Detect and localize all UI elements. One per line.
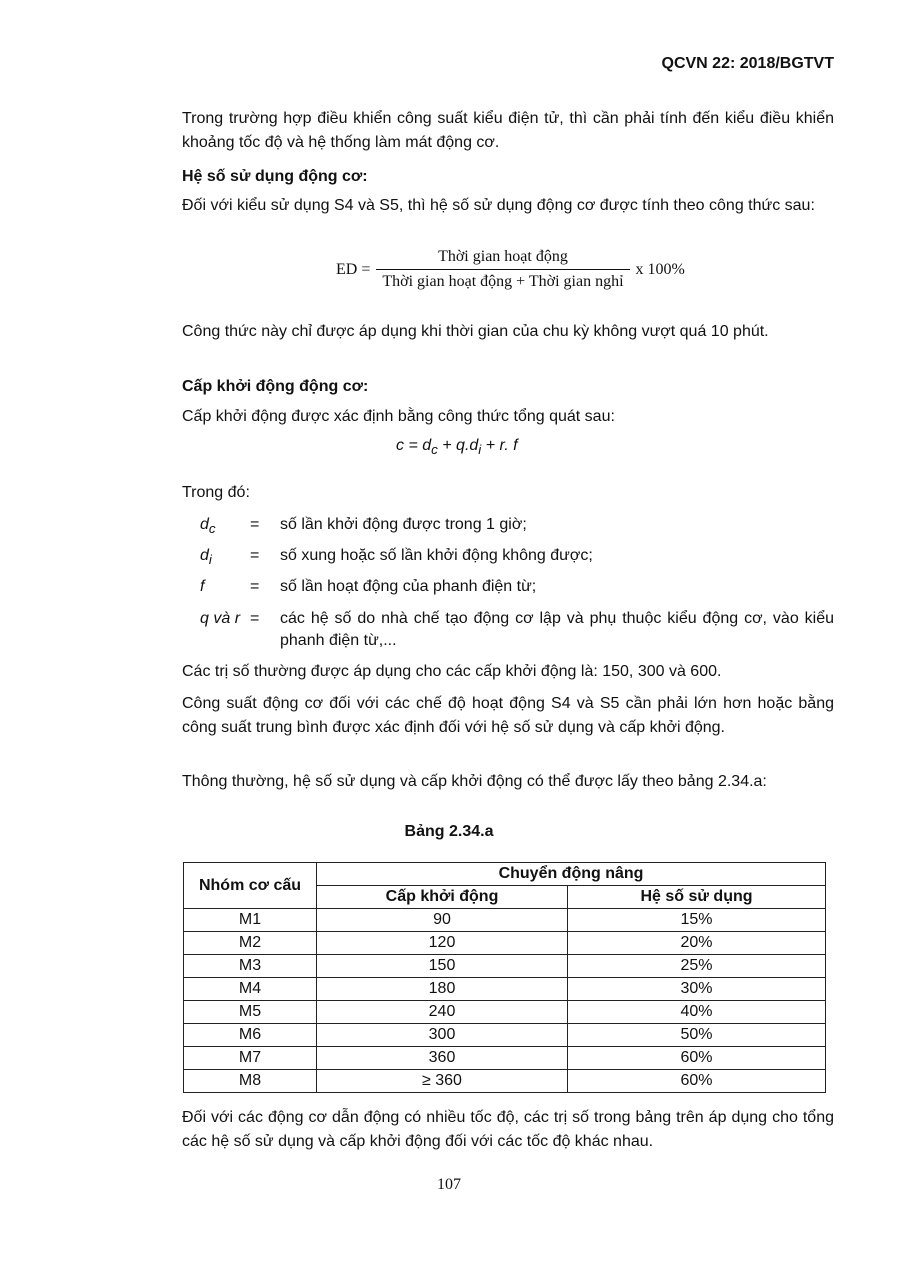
table-cell: M4 (184, 978, 317, 1001)
paragraph-2: Đối với kiểu sử dụng S4 và S5, thì hệ số sử dụng động cơ được tính theo công thức sau: (182, 197, 815, 214)
formula-ed-fraction (376, 248, 629, 291)
table-cell: M3 (184, 955, 317, 978)
table-cell: 120 (317, 932, 568, 955)
table-cell: 50% (568, 1024, 826, 1047)
definition-text: số lần khởi động được trong 1 giờ; (280, 516, 527, 533)
table-cell: 15% (568, 909, 826, 932)
paragraph-8: Đối với các động cơ dẫn động có nhiều tốc độ, các trị số trong bảng trên áp dụng cho tổng các hệ số sử dụng và cấp khởi động đối với các tốc độ khác nhau. (182, 1109, 834, 1150)
formula-part-a: c = d (396, 437, 432, 454)
table-header-group: Nhóm cơ cấu (184, 863, 317, 909)
definition-symbol: $d_c$ (200, 516, 216, 537)
table-row (184, 955, 826, 978)
formula-ed-denominator: Thời gian hoạt động + Thời gian nghỉ (376, 269, 629, 291)
heading-start-class: Cấp khởi động động cơ: (182, 378, 369, 395)
formula-part-c: + r. f (481, 437, 518, 454)
definition-row (200, 514, 834, 540)
table-cell: 180 (317, 978, 568, 1001)
table-cell: 90 (317, 909, 568, 932)
definition-row (200, 608, 834, 652)
table-cell: 20% (568, 932, 826, 955)
table-cell: M7 (184, 1047, 317, 1070)
table-row (184, 1024, 826, 1047)
table-row (184, 1047, 826, 1070)
table-header-span: Chuyển động nâng (317, 863, 826, 886)
table-header-col2: Hệ số sử dụng (568, 886, 826, 909)
table-cell: 150 (317, 955, 568, 978)
paragraph-5: Các trị số thường được áp dụng cho các cấp khởi động là: 150, 300 và 600. (182, 663, 722, 680)
formula-part-b: + q.d (437, 437, 479, 454)
formula-ed (336, 248, 685, 291)
start-class-table (183, 862, 826, 1093)
table-row (184, 1070, 826, 1093)
paragraph-4: Cấp khởi động được xác định bằng công thức tổng quát sau: (182, 408, 615, 425)
table-cell: 60% (568, 1070, 826, 1093)
table-cell: M2 (184, 932, 317, 955)
formula-start-class (396, 437, 518, 457)
formula-ed-lhs: ED = (336, 260, 371, 278)
formula-sub-i: i (478, 442, 482, 458)
definition-equals: = (250, 578, 260, 595)
definition-equals: = (250, 610, 260, 627)
table-cell: 30% (568, 978, 826, 1001)
table-cell: 300 (317, 1024, 568, 1047)
definition-equals: = (250, 516, 260, 533)
formula-sub-c: c (431, 442, 438, 458)
table-cell: 360 (317, 1047, 568, 1070)
table-caption: Bảng 2.34.a (404, 823, 494, 840)
table-header-col1: Cấp khởi động (317, 886, 568, 909)
definition-symbol: q và r (200, 610, 241, 627)
table-cell: 240 (317, 1001, 568, 1024)
definition-row (200, 545, 834, 571)
formula-ed-numerator: Thời gian hoạt động (438, 248, 568, 265)
paragraph-3: Công thức này chỉ được áp dụng khi thời gian của chu kỳ không vượt quá 10 phút. (182, 323, 769, 340)
table-row (184, 909, 826, 932)
table-cell: M1 (184, 909, 317, 932)
heading-usage-factor: Hệ số sử dụng động cơ: (182, 168, 368, 185)
page-number: 107 (437, 1176, 461, 1193)
table-cell: 40% (568, 1001, 826, 1024)
definition-symbol: $d_i$ (200, 547, 212, 568)
table-row (184, 932, 826, 955)
table-row (184, 978, 826, 1001)
paragraph-7: Thông thường, hệ số sử dụng và cấp khởi động có thể được lấy theo bảng 2.34.a: (182, 773, 767, 790)
where-label: Trong đó: (182, 484, 250, 501)
table-cell: ≥ 360 (317, 1070, 568, 1093)
definition-text: số xung hoặc số lần khởi động không được; (280, 547, 593, 564)
table-cell: 60% (568, 1047, 826, 1070)
definition-symbol: f (200, 578, 205, 595)
paragraph-6: Công suất động cơ đối với các chế độ hoạt động S4 và S5 cần phải lớn hơn hoặc bằng công suất trung bình được xác định đối với hệ số sử dụng và cấp khởi động. (182, 695, 834, 736)
definition-text: các hệ số do nhà chế tạo động cơ lập và phụ thuộc kiểu động cơ, vào kiểu phanh điện từ,... (280, 610, 834, 649)
formula-ed-rhs: x 100% (635, 260, 685, 278)
table-cell: M8 (184, 1070, 317, 1093)
table-cell: M6 (184, 1024, 317, 1047)
table-cell: M5 (184, 1001, 317, 1024)
definition-row (200, 576, 834, 602)
page-header: QCVN 22: 2018/BGTVT (661, 55, 834, 72)
definition-equals: = (250, 547, 260, 564)
definition-text: số lần hoạt động của phanh điện từ; (280, 578, 537, 595)
paragraph-1: Trong trường hợp điều khiển công suất kiểu điện tử, thì cần phải tính đến kiểu điều khiển khoảng tốc độ và hệ thống làm mát động cơ. (182, 110, 834, 151)
table-row (184, 1001, 826, 1024)
table-cell: 25% (568, 955, 826, 978)
